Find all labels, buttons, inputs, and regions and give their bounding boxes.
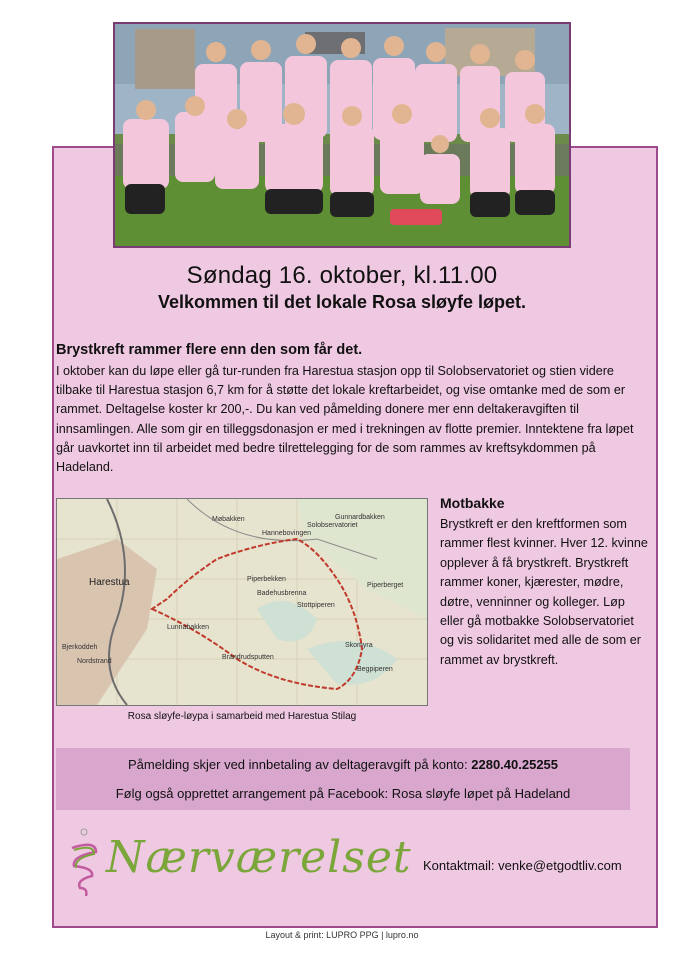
motbakke-body: Brystkreft er den kreftformen som rammer flest kvinner. Hver 12. kvinne opplever å få brystkreft. Brystkreft rammer koner, kjærester, mødre, døtre, venninner og kolleger. Løp eller gå motbakke Solobservatoriet og vis solidaritet med alle de som er rammet av brystkreft. bbox=[440, 517, 648, 667]
group-photo bbox=[113, 22, 571, 248]
article-body: I oktober kan du løpe eller gå tur-runden fra Harestua stasjon opp til Solobservatoriet og stien videre tilbake til Harestua stasjon 6,7 km for å støtte det lokale kreftarbeidet, og vise omtanke med de som er rammet. Deltagelse koster kr 200,-. Du kan ved påmelding donere mer enn deltakeravgiften til innsamlingen. Alle som gir en tilleggsdonasjon er med i trekningen av flotte premier. Inntektene fra løpet går uavkortet inn til arbeidet med bedre tilrettelegging for de som rammes av kreftsykdommen på Hadeland. bbox=[56, 364, 634, 475]
route-map bbox=[56, 498, 428, 706]
map-label-begpiperen: Begpiperen bbox=[357, 666, 393, 673]
map-label-gunnardbakken: Gunnardbakken bbox=[335, 514, 385, 521]
print-credit: Layout & print: LUPRO PPG | lupro.no bbox=[265, 930, 419, 940]
map-label-mobakken: Møbakken bbox=[212, 516, 245, 523]
map-label-stottpiperen: Stottpiperen bbox=[297, 602, 335, 609]
event-date: Søndag 16. oktober, kl.11.00 bbox=[186, 262, 498, 289]
contact-email: Kontaktmail: venke@etgodtliv.com bbox=[423, 858, 622, 873]
map-label-harestua: Harestua bbox=[89, 577, 130, 588]
map-label-piperbekken: Piperbekken bbox=[247, 576, 286, 583]
logo-text: Nærværelset bbox=[106, 832, 412, 883]
map-label-bjerkoddeh: Bjerkoddeh bbox=[62, 644, 98, 651]
motbakke-heading: Motbakke bbox=[440, 495, 505, 511]
map-label-skomyra: Skomyra bbox=[345, 642, 373, 649]
map-label-nordstrand: Nordstrand bbox=[77, 658, 112, 665]
map-label-lunnabakken: Lunnabakken bbox=[167, 624, 210, 631]
naervaerelset-logo bbox=[64, 826, 412, 900]
facebook-line: Følg også opprettet arrangement på Facebook: Rosa sløyfe løpet på Hadeland bbox=[115, 786, 571, 801]
registration-line bbox=[56, 757, 630, 772]
article-heading: Brystkreft rammer flere enn den som får det. bbox=[56, 342, 363, 358]
map-label-hannebovingen: Hannebovingen bbox=[262, 530, 312, 537]
welcome-title: Velkommen til det lokale Rosa sløyfe løpet. bbox=[157, 292, 527, 312]
map-label-solobservatoriet: Solobservatoriet bbox=[307, 522, 358, 529]
map-label-piperberget: Piperberget bbox=[367, 582, 404, 589]
registration-prefix: Påmelding skjer ved innbetaling av deltageravgift på konto: bbox=[127, 757, 472, 772]
map-label-badehusbrenna: Badehusbrenna bbox=[257, 590, 307, 597]
map-label-brandrudsputten: Brandrudsputten bbox=[222, 654, 274, 661]
map-caption: Rosa sløyfe-løypa i samarbeid med Harestua Stilag bbox=[127, 711, 357, 722]
registration-box bbox=[56, 748, 630, 810]
account-number: 2280.40.25255 bbox=[471, 757, 559, 772]
